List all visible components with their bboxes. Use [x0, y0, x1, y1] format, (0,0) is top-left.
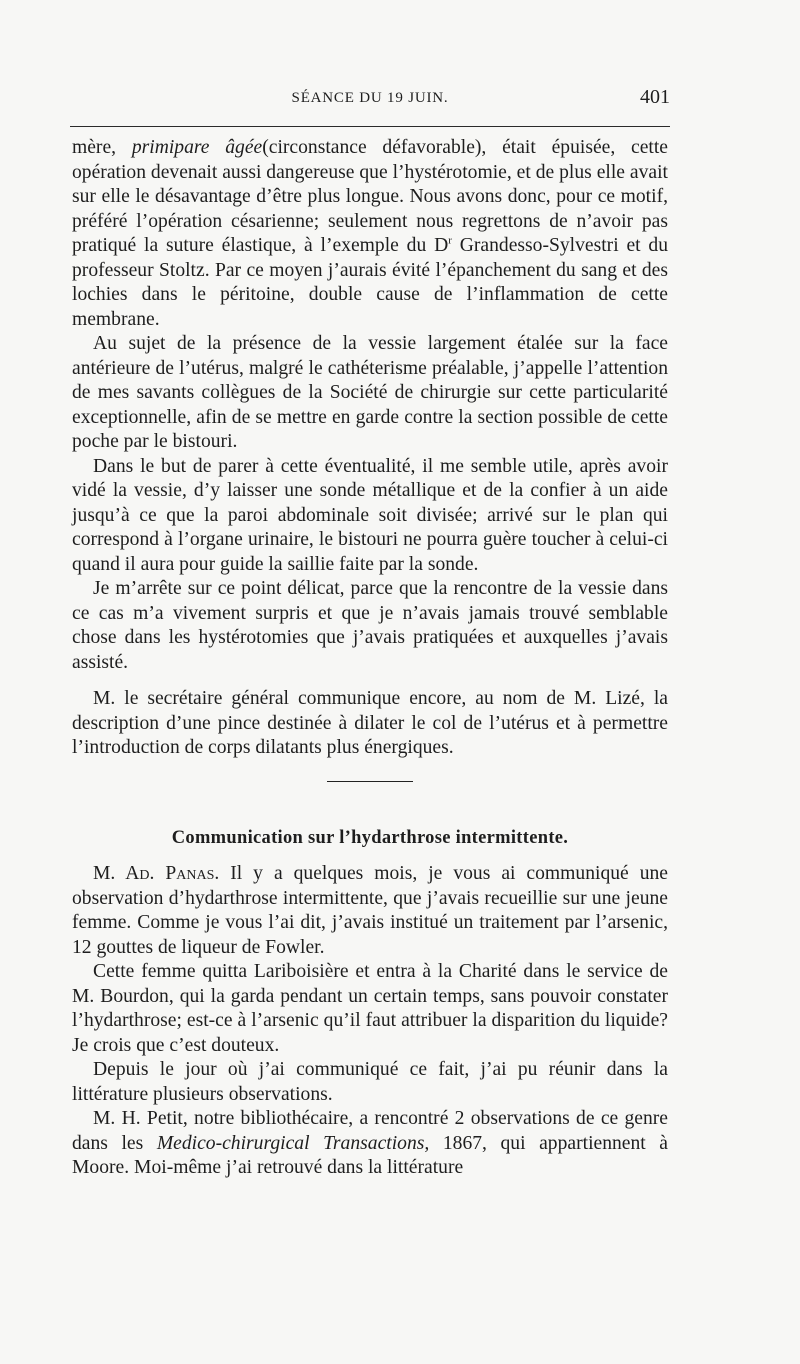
paragraph-text: Grandesso-Sylvestri et du professeur Stoltz. Par ce moyen j’aurais évité l’épanchement du sang et des lochies dans le péritoine, double cause de l’inflammation de cette membrane. [72, 235, 669, 330]
paragraph-petit [72, 1107, 668, 1181]
paragraph-text: 1867, qui appartiennent à Moore. Moi-même j’ai retrouvé dans la littérature [72, 1132, 669, 1178]
page-header [70, 86, 670, 116]
page-number: 401 [640, 86, 670, 108]
paragraph-bladder: Au sujet de la présence de la vessie largement étalée sur la face antérieure de l’utérus, malgré le cathéterisme préalable, j’appelle l’attention de mes savants collègues de la Société de chirurgie sur cette particularité exceptionnelle, afin de se mettre en garde contre la section possible de cette poche par le bistouri. [72, 333, 668, 452]
paragraph-surprise: Je m’arrête sur ce point délicat, parce que la rencontre de la vessie dans ce cas m’a vivement surpris et que je n’avais jamais trouvé semblable chose dans les hystérotomies que j’avais pratiquées et auxquelles j’avais assisté. [72, 578, 668, 673]
paragraph-continued [72, 136, 668, 332]
paragraph-panas [72, 862, 668, 960]
paragraph-patient: Cette femme quitta Lariboisière et entra à la Charité dans le service de M. Bourdon, qui la garda pendant un certain temps, sans pouvoir constater l’hydarthrose; est-ce à l’arsenic qu’il faut attribuer la disparition du liquide? Je crois que c’est douteux. [72, 961, 668, 1056]
section-heading: Communication sur l’hydarthrose intermittente. [171, 827, 569, 848]
paragraph-catheter: Dans le but de parer à cette éventualité, il me semble utile, après avoir vidé la vessie, d’y laisser une sonde métallique et de la confier à un aide jusqu’à ce que la paroi abdominale soit divisée; arrivé sur le plan qui correspond à l’organe urinaire, le bistouri ne pourra guère toucher à celui-ci quand il aura pour guide la saillie faite par la sonde. [72, 455, 668, 575]
paragraph-text: mère, [72, 137, 132, 158]
paragraph-text: (circonstance défavorable), était épuisée, cette opération devenait aussi dangereuse que l’hystérotomie, et de plus elle avait sur elle le désavantage d’être plus longue. Nous avons donc, pour ce motif, préféré l’opération césarienne; seulement nous regrettons de n’avoir pas pratiqué la suture élastique, à l’exemple du D [72, 137, 668, 256]
paragraph-literature: Depuis le jour où j’ai communiqué ce fait, j’ai pu réunir dans la littérature plusieurs observations. [72, 1059, 668, 1105]
journal-title: Medico-chirurgical Transactions, [156, 1132, 430, 1154]
body-text [72, 136, 668, 1181]
running-title: SÉANCE DU 19 JUIN. [291, 90, 449, 106]
paragraph-text: Il y a quelques mois, je vous ai communiqué une observation d’hydarthrose intermittente, que j’avais recueillie sur une jeune femme. Comme je vous l’ai dit, j’avais institué un traitement par l’arsenic, 12 gouttes de liqueur de Fowler. [72, 863, 668, 958]
paragraph-secretary: M. le secrétaire général communique encore, au nom de M. Lizé, la description d’une pince destinée à dilater le col de l’utérus et à permettre l’introduction de corps dilatants plus énergiques. [72, 688, 668, 758]
header-rule [70, 126, 670, 127]
speaker-name: M. Ad. Panas. [93, 863, 220, 884]
italic-phrase: primipare âgée [131, 137, 263, 158]
section-divider [327, 781, 413, 782]
paragraph-text: M. H. Petit, notre bibliothécaire, a rencontré 2 observations de ce genre dans les [72, 1108, 668, 1154]
superscript: r [448, 234, 452, 247]
